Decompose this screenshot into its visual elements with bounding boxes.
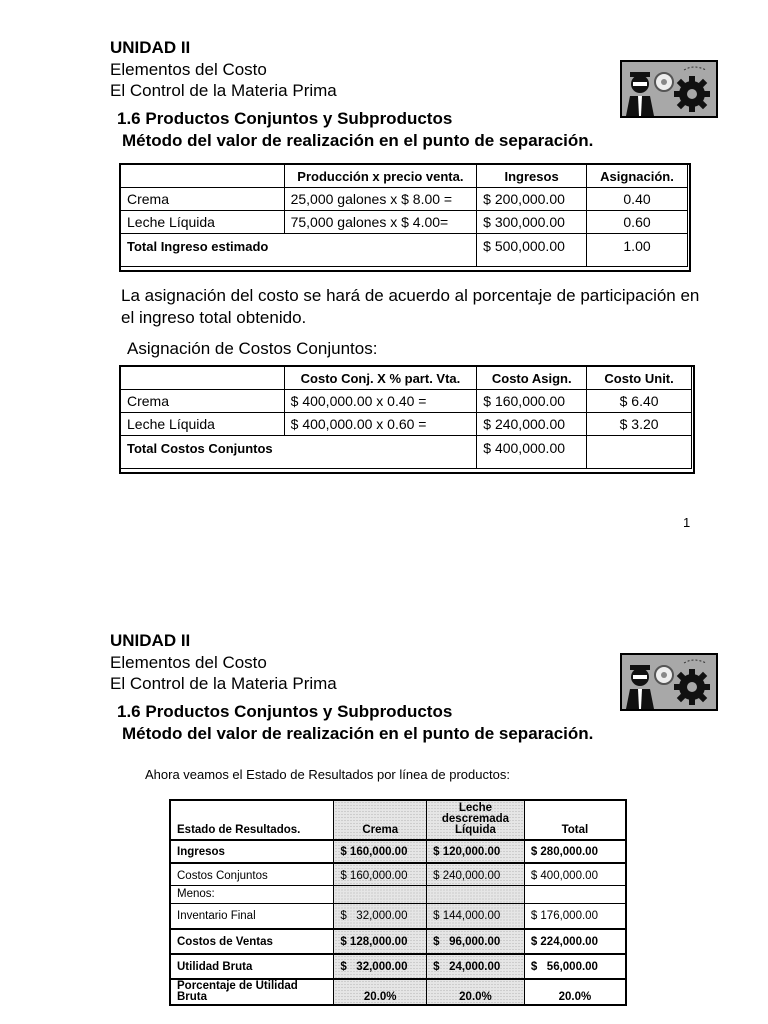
subtitle-elements: Elementos del Costo	[110, 60, 267, 79]
allocation-paragraph: La asignación del costo se hará de acuerdo al porcentaje de participación en el ingreso total obtenido.	[121, 286, 700, 327]
section-title: 1.6 Productos Conjuntos y Subproductos	[117, 109, 453, 128]
value-cell	[524, 885, 626, 903]
table-row	[170, 979, 626, 1005]
table-row	[170, 863, 626, 885]
value-cell: $ 32,000.00	[334, 903, 427, 929]
income-cell: $ 200,000.00	[477, 188, 587, 211]
table-row	[170, 954, 626, 979]
table-header-cell: Asignación.	[587, 165, 688, 188]
value-cell: $ 56,000.00	[524, 954, 626, 979]
product-name-cell: Crema	[121, 188, 285, 211]
value-cell	[427, 885, 525, 903]
table-header-row	[170, 800, 626, 840]
value-cell: $ 120,000.00	[427, 840, 525, 863]
row-label-cell: Inventario Final	[170, 903, 334, 929]
row-label-cell: Costos Conjuntos	[170, 863, 334, 885]
table-header-cell: Costo Conj. X % part. Vta.	[284, 367, 477, 390]
product-name-cell: Leche Líquida	[121, 413, 285, 436]
total-allocation-cell: 1.00	[587, 234, 688, 267]
table-header-cell: Total	[524, 800, 626, 840]
table-row	[121, 188, 688, 211]
income-statement-table	[169, 799, 627, 1006]
product-name-cell: Crema	[121, 390, 285, 413]
person-gears-logo-icon	[620, 653, 718, 711]
value-cell: $ 400,000.00	[524, 863, 626, 885]
table-row	[170, 840, 626, 863]
formula-cell: $ 400,000.00 x 0.60 =	[284, 413, 477, 436]
table-row	[121, 211, 688, 234]
value-cell: $ 224,000.00	[524, 929, 626, 954]
subtitle-control: El Control de la Materia Prima	[110, 674, 337, 693]
table-row	[170, 885, 626, 903]
value-cell: $ 24,000.00	[427, 954, 525, 979]
joint-costs-subheading: Asignación de Costos Conjuntos:	[127, 339, 378, 358]
table-total-row	[121, 436, 692, 469]
production-cell: 25,000 galones x $ 8.00 =	[284, 188, 477, 211]
method-title: Método del valor de realización en el punto de separación.	[122, 131, 594, 150]
value-cell: $ 160,000.00	[334, 863, 427, 885]
table-row	[121, 390, 692, 413]
table-header-cell: Costo Unit.	[587, 367, 692, 390]
table-row	[170, 929, 626, 954]
row-label-cell: Menos:	[170, 885, 334, 903]
table-total-row	[121, 234, 688, 267]
table-header-cell: Estado de Resultados.	[170, 800, 334, 840]
joint-cost-table	[120, 366, 692, 469]
unit-title: UNIDAD II	[110, 631, 191, 650]
section-title: 1.6 Productos Conjuntos y Subproductos	[117, 702, 453, 721]
unit-cost-cell: $ 3.20	[587, 413, 692, 436]
total-label-cell: Total Ingreso estimado	[121, 234, 477, 267]
table-header-cell	[121, 165, 285, 188]
value-cell: $ 280,000.00	[524, 840, 626, 863]
assigned-cost-cell: $ 160,000.00	[477, 390, 587, 413]
allocation-cell: 0.40	[587, 188, 688, 211]
row-label-cell: Ingresos	[170, 840, 334, 863]
income-cell: $ 300,000.00	[477, 211, 587, 234]
table-header-cell	[121, 367, 285, 390]
person-gears-logo-icon	[620, 60, 718, 118]
value-cell: 20.0%	[524, 979, 626, 1005]
income-table	[120, 164, 688, 267]
row-label-cell: Porcentaje de Utilidad Bruta	[170, 979, 334, 1005]
table-header-cell: Costo Asign.	[477, 367, 587, 390]
table-header-cell: Crema	[334, 800, 427, 840]
method-title: Método del valor de realización en el punto de separación.	[122, 724, 594, 743]
value-cell: $ 32,000.00	[334, 954, 427, 979]
value-cell	[334, 885, 427, 903]
total-cost-cell: $ 400,000.00	[477, 436, 587, 469]
value-cell: $ 96,000.00	[427, 929, 525, 954]
row-label-cell: Costos de Ventas	[170, 929, 334, 954]
value-cell: $ 128,000.00	[334, 929, 427, 954]
value-cell: 20.0%	[427, 979, 525, 1005]
table-header-cell: Leche descremada Líquida	[427, 800, 525, 840]
formula-cell: $ 400,000.00 x 0.40 =	[284, 390, 477, 413]
value-cell: $ 240,000.00	[427, 863, 525, 885]
assigned-cost-cell: $ 240,000.00	[477, 413, 587, 436]
value-cell: 20.0%	[334, 979, 427, 1005]
total-unit-cell	[587, 436, 692, 469]
total-income-cell: $ 500,000.00	[477, 234, 587, 267]
allocation-cell: 0.60	[587, 211, 688, 234]
unit-cost-cell: $ 6.40	[587, 390, 692, 413]
table-header-cell: Producción x precio venta.	[284, 165, 477, 188]
unit-title: UNIDAD II	[110, 38, 191, 57]
value-cell: $ 176,000.00	[524, 903, 626, 929]
total-label-cell: Total Costos Conjuntos	[121, 436, 477, 469]
value-cell: $ 160,000.00	[334, 840, 427, 863]
income-statement-intro: Ahora veamos el Estado de Resultados por línea de productos:	[145, 767, 510, 782]
subtitle-control: El Control de la Materia Prima	[110, 81, 337, 100]
row-label-cell: Utilidad Bruta	[170, 954, 334, 979]
product-name-cell: Leche Líquida	[121, 211, 285, 234]
value-cell: $ 144,000.00	[427, 903, 525, 929]
subtitle-elements: Elementos del Costo	[110, 653, 267, 672]
page-number: 1	[683, 515, 691, 530]
table-row	[121, 413, 692, 436]
table-row	[170, 903, 626, 929]
table-header-cell: Ingresos	[477, 165, 587, 188]
production-cell: 75,000 galones x $ 4.00=	[284, 211, 477, 234]
